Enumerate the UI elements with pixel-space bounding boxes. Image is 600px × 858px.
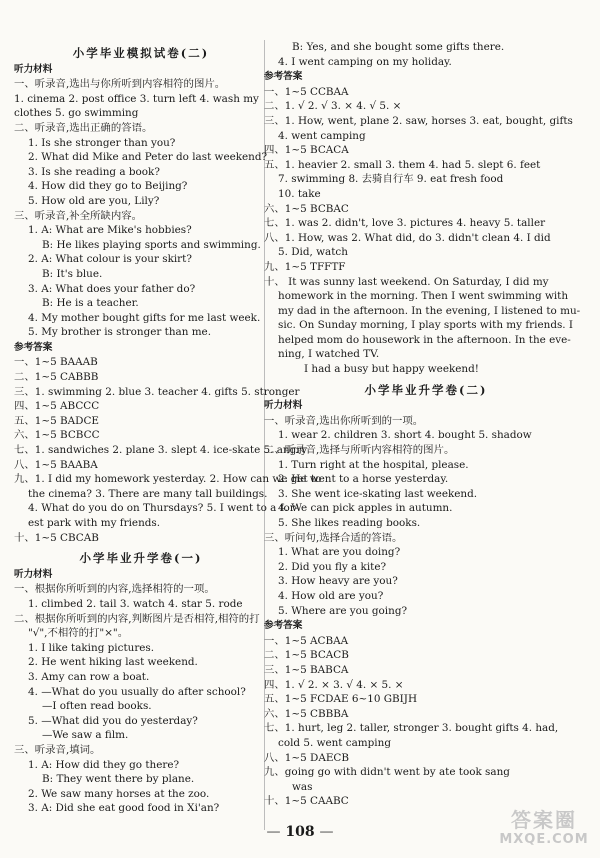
text-line: 4. went camping [278,129,366,142]
text-line: 一、听录音,选出与你所听到内容相符的图片。 [14,78,226,91]
text-line: 4. I went camping on my holiday. [278,55,452,68]
page-number-dash-left: — [266,824,281,840]
section-heading: 听力材料 [264,400,303,412]
text-line: 四、1~5 BCACA [264,144,349,157]
text-line: 3. Amy can row a boat. [28,670,150,683]
text-line: 六、1~5 CBBBA [264,707,349,720]
text-line: 二、1. √ 2. √ 3. × 4. √ 5. × [264,100,402,113]
text-line: 七、1. was 2. didn't, love 3. pictures 4. heavy 5. taller [264,217,546,230]
text-line: 八、1. How, was 2. What did, do 3. didn't clean 4. I did [264,231,551,244]
text-line: 四、1~5 ABCCC [14,400,100,413]
text-line: 七、1. hurt, leg 2. taller, stronger 3. bought gifts 4. had, [264,722,559,735]
section-heading: 听力材料 [14,568,53,580]
text-line: 五、1~5 BADCE [14,414,100,427]
text-line: B: He is a teacher. [42,297,139,310]
text-line: B: They went there by plane. [42,773,195,786]
text-line: 4. My mother bought gifts for me last week. [28,311,261,324]
text-line: 十、1~5 CBCAB [14,531,99,544]
text-line: 2. Did you fly a kite? [278,560,387,573]
text-line: 1. cinema 2. post office 3. turn left 4. wash my [14,92,259,105]
section-title: 小学毕业升学卷(二) [364,382,488,397]
text-line: 三、1. How, went, plane 2. saw, horses 3. eat, bought, gifts [264,114,573,127]
text-line: 1. Is she stronger than you? [28,136,176,149]
text-line: homework in the morning. Then I went swimming with [278,290,569,303]
text-line: the cinema? 3. There are many tall buildings. [28,487,268,500]
text-line: 三、听录音,填词。 [14,743,101,756]
text-line: 1. Turn right at the hospital, please. [278,458,469,471]
text-line: 4. What do you do on Thursdays? 5. I went to a for- [28,502,299,515]
section-heading: 参考答案 [264,620,303,632]
text-line: 三、听问句,选择合适的答语。 [264,531,403,544]
text-line: 2. A: What colour is your skirt? [28,253,192,266]
section-title: 小学毕业模拟试卷(二) [72,46,210,60]
text-line: 3. A: Did she eat good food in Xi'an? [28,802,220,815]
text-line: 3. Is she reading a book? [28,165,160,178]
text-line: 七、1. sandwiches 2. plane 3. slept 4. ice-skate 5. angry [14,444,308,457]
text-line: 5. How old are you, Lily? [28,194,160,207]
text-line: sic. On Sunday morning, I play sports with my friends. I [278,319,574,332]
text-line: 5. Did, watch [278,246,348,259]
text-line: 2. We saw many horses at the zoo. [28,787,210,800]
text-line: 1. I like taking pictures. [28,641,155,654]
text-line: "√",不相符的打"×"。 [28,627,129,640]
text-line: was [292,780,313,793]
right-column [264,40,588,809]
text-line: 1. What are you doing? [278,546,401,559]
text-line: 四、1. √ 2. × 3. √ 4. × 5. × [264,678,404,691]
page-number-dash-right: — [319,824,334,840]
text-line: 三、1~5 BABCA [264,663,349,676]
text-line: 一、根据你所听到的内容,选择相符的一项。 [14,583,215,596]
text-line: 二、根据你所听到的内容,判断图片是否相符,相符的打 [14,612,260,625]
text-line: ning, I watched TV. [278,348,380,361]
text-line: 4. How old are you? [278,589,384,602]
text-line: B: Yes, and she bought some gifts there. [292,41,505,53]
text-line: 五、1~5 FCDAE 6~10 GBIJH [264,693,418,706]
text-line: 2. He went hiking last weekend. [28,656,198,669]
text-line: 5. Where are you going? [278,604,408,617]
text-line: 十、 It was sunny last weekend. On Saturday, I did my [264,275,549,288]
text-line: 一、1~5 BAAAB [14,356,98,369]
section-heading: 听力材料 [14,63,53,75]
text-line: 5. My brother is stronger than me. [28,326,212,339]
text-line: 二、1~5 BCACB [264,649,349,662]
text-line: 九、going go with didn't went by ate took sang [264,766,510,779]
text-line: B: He likes playing sports and swimming. [42,238,261,251]
text-line: 5. —What did you do yesterday? [28,714,198,727]
page-number-value: 108 [285,824,315,840]
text-line: 八、1~5 BAABA [14,458,98,471]
section-title: 小学毕业升学卷(一) [79,551,203,566]
text-line: 1. A: How did they go there? [28,758,180,771]
text-line: 1. wear 2. children 3. short 4. bought 5. shadow [278,429,532,442]
text-line: 八、1~5 DAECB [264,751,350,764]
text-line: 2. What did Mike and Peter do last weekend? [28,151,268,164]
text-line: B: It's blue. [42,267,103,280]
text-line: 五、1. heavier 2. small 3. them 4. had 5. slept 6. feet [264,158,541,171]
text-line: 一、1~5 ACBAA [264,634,349,647]
text-line: 1. climbed 2. tail 3. watch 4. star 5. rode [28,597,243,610]
text-line: 二、1~5 CABBB [14,371,99,384]
text-line: 六、1~5 BCBAC [264,202,349,215]
text-line: 10. take [278,187,321,200]
text-line: 4. —What do you usually do after school? [28,685,246,698]
text-line: my dad in the afternoon. In the evening, I listened to mu- [278,304,581,317]
watermark-bottom: MXQE.COM [499,832,589,847]
text-line: 4. We can pick apples in autumn. [278,502,453,515]
text-line: 一、1~5 CCBAA [264,85,349,98]
text-line: 十、1~5 CAABC [264,795,349,808]
watermark-logo [496,810,592,854]
text-line: 一、听录音,选出你所听到的一项。 [264,414,424,427]
text-line: 二、听录音,选择与所听内容相符的图片。 [264,444,455,457]
text-line: —We saw a film. [42,729,129,742]
section-heading: 参考答案 [14,341,53,353]
text-line: helped mom do housework in the afternoon. In the eve- [278,333,571,346]
text-line: 九、1~5 TFFTF [264,260,346,273]
text-line: I had a busy but happy weekend! [304,363,479,376]
text-line: 3. A: What does your father do? [28,282,196,295]
text-line: clothes 5. go swimming [14,107,139,120]
text-line: 六、1~5 BCBCC [14,429,100,442]
text-line: est park with my friends. [28,517,161,529]
text-line: 3. She went ice-skating last weekend. [278,487,478,500]
text-line: —I often read books. [42,700,152,713]
text-line: 2. He went to a horse yesterday. [278,473,449,486]
text-line: 三、1. swimming 2. blue 3. teacher 4. gifts 5. stronger [14,385,300,398]
text-line: 3. How heavy are you? [278,575,398,588]
text-line: 1. A: What are Mike's hobbies? [28,224,192,237]
watermark-top: 答案圈 [511,808,577,832]
text-line: 九、1. I did my homework yesterday. 2. How can we get to [14,473,322,486]
text-line: 5. She likes reading books. [278,517,421,529]
text-line: 三、听录音,补全所缺内容。 [14,209,142,222]
text-line: 4. How did they go to Beijing? [28,180,188,193]
text-line: cold 5. went camping [278,736,391,749]
text-line: 二、听录音,选出正确的答语。 [14,121,153,134]
section-heading: 参考答案 [264,71,303,83]
text-line: 7. swimming 8. 去骑自行车 9. eat fresh food [278,173,504,186]
